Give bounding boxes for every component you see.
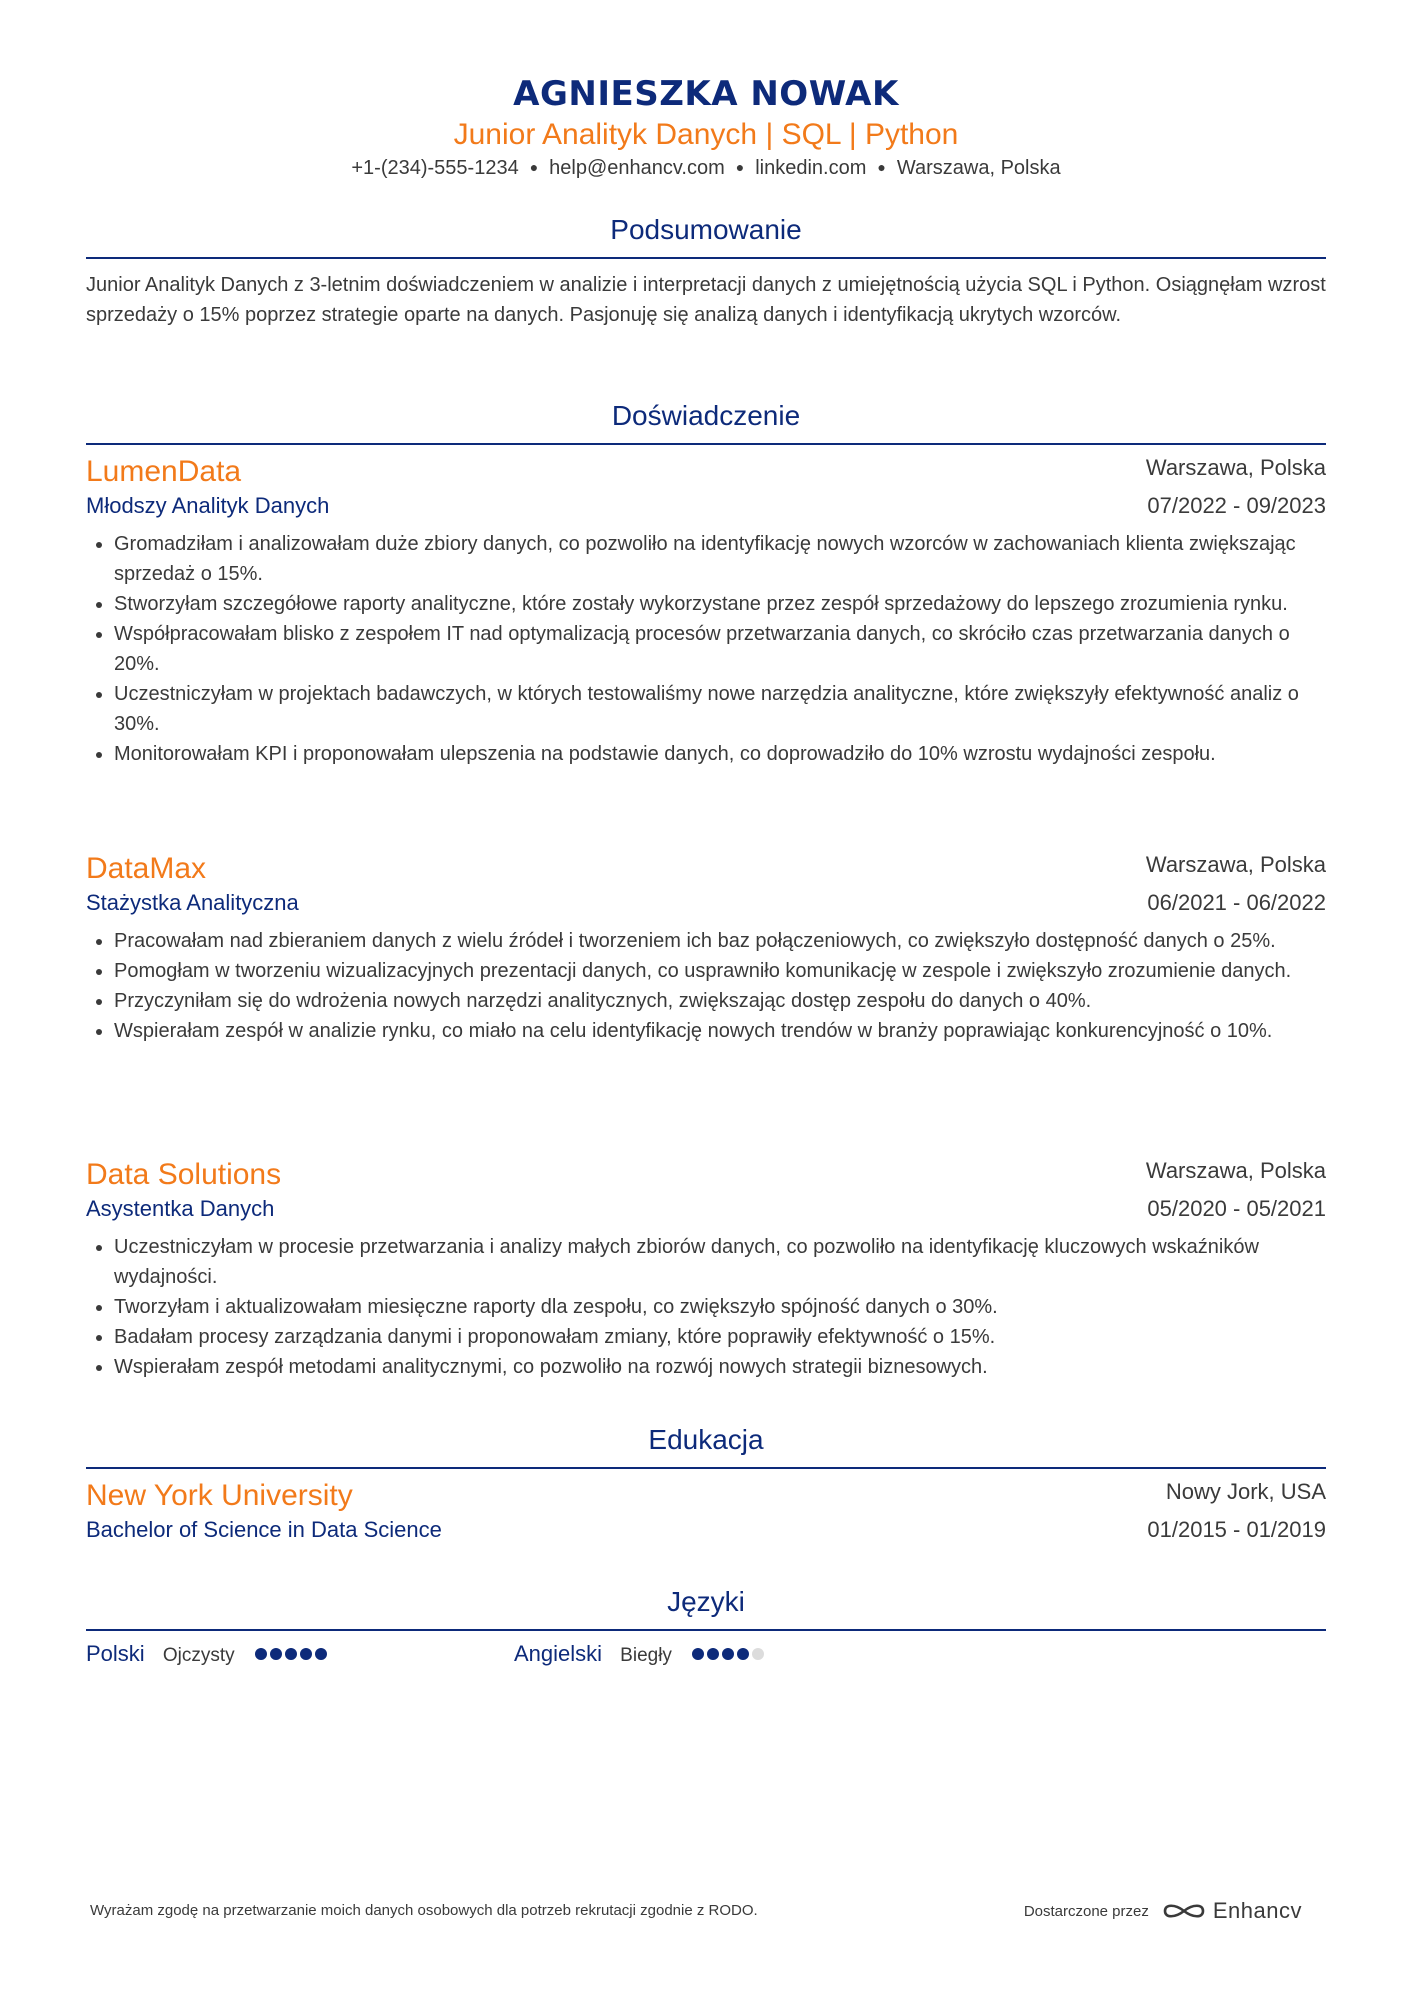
section-divider — [86, 1629, 1326, 1631]
enhancv-brand[interactable]: Enhancv — [1212, 1898, 1302, 1923]
list-item: Monitorowałam KPI i proponowałam ulepszenia na podstawie danych, co doprowadziło do 10% wzrostu wydajności zespołu. — [86, 739, 1326, 769]
language-item — [514, 1640, 767, 1667]
list-item: Pracowałam nad zbieraniem danych z wielu źródeł i tworzeniem ich baz połączeniowych, co zwiększyło dostępność danych o 25%. — [86, 926, 1326, 956]
company-name: Data Solutions — [86, 1158, 282, 1191]
section-heading-languages: Języki — [667, 1586, 745, 1617]
bullet-separator: ● — [735, 159, 745, 175]
list-item: Wspierałam zespół metodami analitycznymi, co pozwoliło na rozwój nowych strategii biznesowych. — [86, 1352, 1326, 1382]
list-item: Badałam procesy zarządzania danymi i proponowałam zmiany, które poprawiły efektywność o 15%. — [86, 1322, 1326, 1352]
list-item: Przyczyniłam się do wdrożenia nowych narzędzi analitycznych, zwiększając dostęp zespołu do danych o 40%. — [86, 986, 1326, 1016]
powered-by — [1024, 1898, 1302, 1924]
section-divider — [86, 443, 1326, 445]
job-bullets — [86, 529, 1326, 769]
job-location: Warszawa, Polska — [1145, 852, 1326, 877]
language-name: Angielski — [514, 1641, 603, 1666]
language-rating — [692, 1640, 767, 1666]
rating-dot-filled — [692, 1648, 704, 1660]
list-item: Gromadziłam i analizowałam duże zbiory danych, co pozwoliło na identyfikację nowych wzorców w zachowaniach klienta zwiększając sprzedaż o 15%. — [86, 529, 1326, 589]
language-item — [86, 1640, 330, 1667]
contact-linkedin[interactable]: linkedin.com — [755, 157, 867, 179]
experience-entry — [86, 852, 1326, 1046]
rating-dot-filled — [707, 1648, 719, 1660]
bullet-separator: ● — [877, 159, 886, 175]
experience-entry — [86, 455, 1326, 769]
list-item: Uczestniczyłam w projektach badawczych, w których testowaliśmy nowe narzędzia analityczne, które zwiększyły efektywność analiz o 30%. — [86, 679, 1326, 739]
section-divider — [86, 1467, 1326, 1469]
job-dates: 07/2022 - 09/2023 — [1147, 493, 1326, 518]
rating-dot-filled — [270, 1648, 282, 1660]
list-item: Uczestniczyłam w procesie przetwarzania i analizy małych zbiorów danych, co pozwoliło na identyfikację kluczowych wskaźników wydajności. — [86, 1232, 1326, 1292]
job-role: Młodszy Analityk Danych — [86, 493, 330, 518]
section-heading-education: Edukacja — [648, 1424, 764, 1455]
school-location: Nowy Jork, USA — [1165, 1479, 1326, 1504]
job-role: Stażystka Analityczna — [86, 890, 299, 915]
rating-dot-filled — [285, 1648, 297, 1660]
rating-dot-empty — [752, 1648, 764, 1660]
section-heading-summary: Podsumowanie — [610, 214, 802, 245]
rating-dot-filled — [737, 1648, 749, 1660]
education-dates: 01/2015 - 01/2019 — [1147, 1517, 1326, 1542]
enhancv-logo-icon — [1161, 1899, 1207, 1923]
summary-text: Junior Analityk Danych z 3-letnim doświadczeniem w analizie i interpretacji danych z umiejętnością użycia SQL i Python. Osiągnęłam wzrost sprzedaży o 15% poprzez strategie oparte na danych. Pasjonuję się analizą danych i identyfikacją ukrytych wzorców. — [86, 274, 1326, 326]
section-divider — [86, 257, 1326, 259]
experience-entry — [86, 1158, 1326, 1382]
degree-name: Bachelor of Science in Data Science — [86, 1517, 442, 1542]
list-item: Współpracowałam blisko z zespołem IT nad optymalizacją procesów przetwarzania danych, co skróciło czas przetwarzania danych o 20%. — [86, 619, 1326, 679]
section-heading-experience: Doświadczenie — [611, 400, 801, 431]
rating-dot-filled — [300, 1648, 312, 1660]
list-item: Stworzyłam szczegółowe raporty analityczne, które zostały wykorzystane przez zespół sprzedażowy do lepszego zrozumienia rynku. — [86, 589, 1326, 619]
company-name: DataMax — [86, 852, 207, 885]
gdpr-consent: Wyrażam zgodę na przetwarzanie moich danych osobowych dla potrzeb rekrutacji zgodnie z RODO. — [90, 1902, 758, 1919]
bullet-separator: ● — [529, 159, 539, 175]
school-name: New York University — [86, 1479, 353, 1512]
language-rating — [255, 1640, 330, 1666]
contact-line — [86, 157, 1326, 180]
job-bullets — [86, 926, 1326, 1046]
language-level: Ojczysty — [162, 1645, 235, 1666]
job-location: Warszawa, Polska — [1145, 1158, 1326, 1183]
language-name: Polski — [86, 1641, 145, 1666]
rating-dot-filled — [255, 1648, 267, 1660]
contact-phone[interactable]: +1-(234)-555-1234 — [351, 157, 519, 179]
job-location: Warszawa, Polska — [1145, 455, 1326, 480]
contact-location: Warszawa, Polska — [896, 157, 1061, 179]
candidate-title: Junior Analityk Danych | SQL | Python — [453, 118, 959, 151]
job-dates: 05/2020 - 05/2021 — [1147, 1196, 1326, 1221]
company-name: LumenData — [86, 455, 242, 488]
powered-by-label: Dostarczone przez — [1023, 1902, 1149, 1920]
rating-dot-filled — [315, 1648, 327, 1660]
list-item: Pomogłam w tworzeniu wizualizacyjnych prezentacji danych, co usprawniło komunikację w zespole i zwiększyło zrozumienie danych. — [86, 956, 1326, 986]
list-item: Wspierałam zespół w analizie rynku, co miało na celu identyfikację nowych trendów w branży poprawiając konkurencyjność o 10%. — [86, 1016, 1326, 1046]
contact-email[interactable]: help@enhancv.com — [549, 157, 725, 179]
language-level: Biegły — [620, 1645, 672, 1666]
job-role: Asystentka Danych — [86, 1196, 275, 1221]
rating-dot-filled — [722, 1648, 734, 1660]
candidate-name: AGNIESZKA NOWAK — [513, 74, 899, 114]
job-dates: 06/2021 - 06/2022 — [1147, 890, 1326, 915]
job-bullets — [86, 1232, 1326, 1382]
list-item: Tworzyłam i aktualizowałam miesięczne raporty dla zespołu, co zwiększyło spójność danych o 30%. — [86, 1292, 1326, 1322]
education-entry — [86, 1479, 1326, 1553]
